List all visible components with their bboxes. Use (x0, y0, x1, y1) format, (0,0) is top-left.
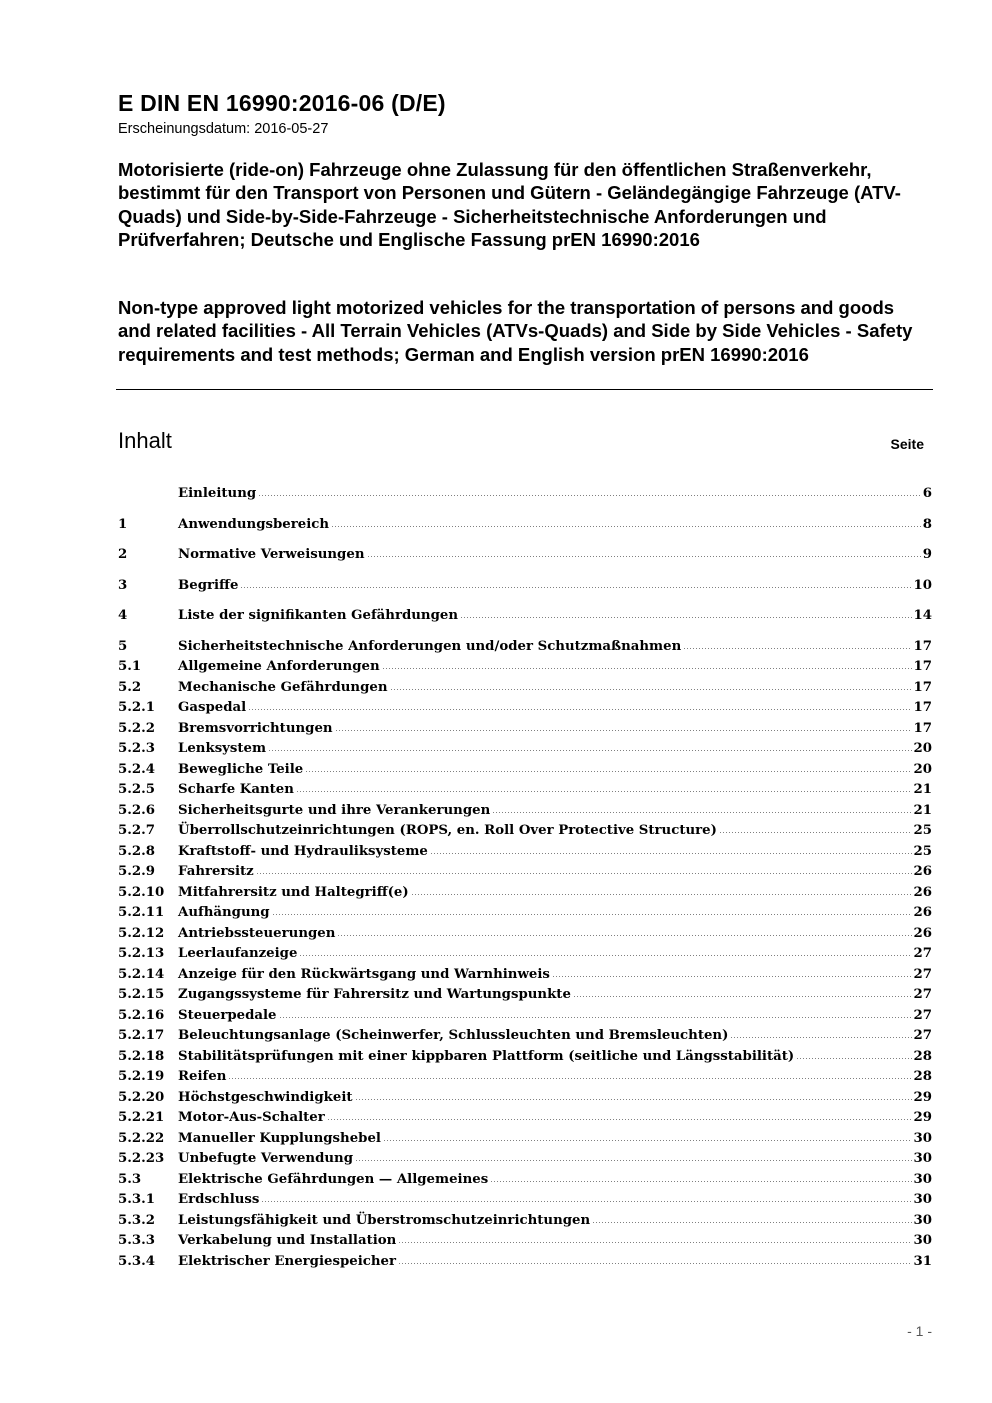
title-english: Non-type approved light motorized vehicles for the transportation of persons and goods and related facilities - All Terrain Vehicles (ATVs-Quads) and Side by Side Vehicles - Safety requirements and test methods; German and English version prEN 16990:2016 (118, 297, 913, 365)
toc-entry[interactable] (118, 801, 932, 822)
toc-entry-title: Verkabelung und Installation (178, 1233, 397, 1248)
toc-entry-page: 28 (913, 1069, 932, 1084)
toc-entry[interactable] (118, 637, 932, 658)
toc-dot-leader (228, 1068, 912, 1080)
toc-entry-title: Leistungsfähigkeit und Überstromschutzeinrichtungen (178, 1212, 591, 1228)
toc-entry-number: 5.2.6 (118, 802, 156, 818)
toc-entry-page: 27 (913, 987, 932, 1002)
toc-entry[interactable] (118, 1067, 932, 1088)
toc-entry[interactable] (118, 657, 932, 678)
toc-dot-leader (730, 1027, 912, 1039)
toc-entry-title: Allgemeine Anforderungen (178, 659, 380, 674)
toc-entry-title: Aufhängung (178, 905, 270, 920)
toc-entry-page: 26 (913, 864, 932, 879)
toc-entry-page: 30 (913, 1192, 932, 1207)
toc-dot-leader (327, 1109, 913, 1121)
toc-entry-number: 5.2.11 (118, 905, 165, 920)
toc-entry[interactable] (118, 944, 932, 965)
toc-entry-number: 5.2.7 (118, 823, 156, 838)
toc-entry-number: 5.2.19 (118, 1069, 165, 1084)
toc-entry-title: Bewegliche Teile (178, 761, 304, 777)
toc-entry-title: Scharfe Kanten (178, 782, 294, 797)
toc-entry-page: 14 (913, 608, 932, 623)
toc-entry-number: 5.2.22 (118, 1130, 165, 1146)
toc-entry-title: Sicherheitstechnische Anforderungen und/oder Schutzmaßnahmen (178, 638, 682, 654)
toc-entry[interactable] (118, 698, 932, 719)
toc-dot-leader (411, 884, 913, 896)
toc-entry-page: 27 (913, 946, 932, 961)
toc-entry-number: 5.2.15 (118, 987, 165, 1002)
toc-entry-number: 5.2.4 (118, 761, 156, 777)
toc-dot-leader (261, 1191, 912, 1203)
toc-entry-title: Motor-Aus-Schalter (178, 1110, 325, 1125)
toc-entry-title: Mechanische Gefährdungen (178, 679, 388, 695)
toc-dot-leader (430, 843, 913, 855)
toc-dot-leader (337, 925, 912, 937)
toc-entry-title: Normative Verweisungen (178, 547, 365, 562)
toc-dot-leader (335, 720, 913, 732)
toc-entry-number: 1 (118, 516, 128, 532)
header-divider (116, 389, 933, 390)
toc-entry-number: 5.2.5 (118, 782, 156, 797)
toc-dot-leader (331, 516, 922, 528)
toc-entry-title: Sicherheitsgurte und ihre Verankerungen (178, 802, 491, 818)
toc-dot-leader (258, 485, 922, 497)
toc-dot-leader (256, 863, 913, 875)
toc-entry[interactable] (118, 1006, 932, 1027)
toc-entry-number: 5.3.4 (118, 1253, 156, 1269)
toc-dot-leader (240, 577, 912, 589)
toc-entry-number: 5.2.17 (118, 1028, 165, 1043)
toc-entry[interactable] (118, 903, 932, 924)
toc-entry-page: 21 (913, 782, 932, 797)
toc-entry-title: Antriebssteuerungen (178, 925, 336, 941)
toc-entry-number: 5.2.9 (118, 864, 156, 879)
toc-entry-page: 28 (913, 1048, 932, 1064)
toc-dot-leader (279, 1007, 913, 1019)
toc-entry[interactable] (118, 924, 932, 945)
toc-entry-page: 21 (913, 802, 932, 818)
toc-entry-title: Reifen (178, 1069, 227, 1084)
toc-entry-page: 30 (913, 1151, 932, 1166)
toc-entry[interactable] (118, 1108, 932, 1129)
toc-heading: Inhalt (118, 428, 172, 453)
toc-dot-leader (296, 781, 913, 793)
toc-dot-leader (355, 1150, 912, 1162)
toc-entry-number: 5.2.23 (118, 1151, 165, 1166)
toc-entry-title: Fahrersitz (178, 864, 254, 879)
toc-entry-number: 5.2.1 (118, 700, 156, 715)
toc-entry-title: Stabilitätsprüfungen mit einer kippbaren Plattform (seitliche und Längsstabilität) (178, 1048, 795, 1064)
toc-entry-number: 5.2.3 (118, 741, 156, 756)
toc-entry-title: Begriffe (178, 577, 239, 593)
toc-entry-number: 5.2.2 (118, 720, 156, 736)
toc-entry-number: 5.2.20 (118, 1089, 165, 1105)
toc-entry-page: 17 (913, 638, 932, 654)
toc-dot-leader (367, 546, 922, 558)
toc-entry-title: Anwendungsbereich (178, 516, 330, 532)
toc-entry-page: 26 (913, 925, 932, 941)
toc-entry-number: 5.2.18 (118, 1048, 165, 1064)
toc-entry[interactable] (118, 606, 932, 627)
toc-entry-number: 5.3.3 (118, 1233, 156, 1248)
toc-entry-title: Lenksystem (178, 741, 267, 756)
toc-entry-number: 5.2.8 (118, 843, 156, 859)
toc-entry-title: Elektrischer Energiespeicher (178, 1253, 397, 1269)
toc-entry-number: 5.3 (118, 1171, 142, 1187)
toc-dot-leader (719, 822, 913, 834)
toc-dot-leader (492, 802, 912, 814)
toc-entry-page: 25 (913, 823, 932, 838)
toc-entry-page: 30 (913, 1212, 932, 1228)
toc-dot-leader (552, 966, 913, 978)
toc-entry-page: 27 (913, 1028, 932, 1043)
toc-dot-leader (382, 658, 913, 670)
toc-dot-leader (398, 1253, 912, 1265)
toc-entry[interactable] (118, 515, 932, 536)
toc-entry-page: 27 (913, 1007, 932, 1023)
toc-entry[interactable] (118, 1190, 932, 1211)
toc-entry-page: 20 (913, 761, 932, 777)
toc-entry-page: 26 (913, 905, 932, 920)
toc-entry-page: 30 (913, 1233, 932, 1248)
toc-dot-leader (299, 945, 912, 957)
toc-entry[interactable] (118, 1211, 932, 1232)
toc-entry-title: Manueller Kupplungshebel (178, 1130, 381, 1146)
toc-entry-page: 30 (913, 1171, 932, 1187)
toc-entry-page: 8 (922, 516, 932, 532)
toc-entry[interactable] (118, 678, 932, 699)
toc-entry-number: 5.2.10 (118, 884, 165, 900)
table-of-contents (118, 484, 932, 1272)
toc-entry-number: 5.3.2 (118, 1212, 156, 1228)
toc-entry-title: Elektrische Gefährdungen — Allgemeines (178, 1171, 489, 1187)
toc-entry-page: 27 (913, 966, 932, 982)
toc-entry-number: 5.2.12 (118, 925, 165, 941)
toc-dot-leader (272, 904, 913, 916)
toc-entry-number: 2 (118, 547, 128, 562)
toc-entry[interactable] (118, 739, 932, 760)
toc-entry[interactable] (118, 1026, 932, 1047)
toc-entry[interactable] (118, 842, 932, 863)
title-german: Motorisierte (ride-on) Fahrzeuge ohne Zulassung für den öffentlichen Straßenverkehr, bestimmt für den Transport von Personen und Gütern - Geländegängige Fahrzeuge (ATV-Quads) und Side-by-Side-Fahrzeuge - Sicherheitstechnische Anforderungen und Prüfverfahren; Deutsche und Englische Fassung prEN 16990:2016 (118, 159, 901, 250)
toc-entry[interactable] (118, 719, 932, 740)
toc-entry-number: 3 (118, 577, 128, 593)
toc-entry-title: Kraftstoff- und Hydrauliksysteme (178, 843, 428, 859)
toc-entry-number: 5.1 (118, 659, 142, 674)
toc-entry-page: 9 (922, 547, 932, 562)
toc-entry-page: 25 (913, 843, 932, 859)
toc-entry-title: Liste der signifikanten Gefährdungen (178, 608, 459, 623)
toc-entry-page: 17 (913, 720, 932, 736)
toc-entry[interactable] (118, 1088, 932, 1109)
toc-entry-title: Überrollschutzeinrichtungen (ROPS, en. Roll Over Protective Structure) (178, 823, 717, 838)
toc-entry-title: Beleuchtungsanlage (Scheinwerfer, Schlussleuchten und Bremsleuchten) (178, 1028, 729, 1043)
toc-entry[interactable] (118, 862, 932, 883)
toc-entry-page: 6 (922, 486, 932, 501)
toc-entry-title: Anzeige für den Rückwärtsgang und Warnhinweis (178, 966, 550, 982)
toc-entry[interactable] (118, 985, 932, 1006)
toc-dot-leader (796, 1048, 912, 1060)
toc-entry-title: Mitfahrersitz und Haltegriff(e) (178, 884, 409, 900)
toc-entry[interactable] (118, 1170, 932, 1191)
toc-entry-number: 5.2.13 (118, 946, 165, 961)
toc-entry[interactable] (118, 1231, 932, 1252)
toc-entry[interactable] (118, 576, 932, 597)
toc-entry-title: Steuerpedale (178, 1007, 277, 1023)
toc-entry-page: 29 (913, 1089, 932, 1105)
toc-entry[interactable] (118, 1149, 932, 1170)
toc-entry-number: 5.3.1 (118, 1192, 156, 1207)
toc-entry-title: Höchstgeschwindigkeit (178, 1089, 353, 1105)
toc-dot-leader (248, 699, 912, 711)
toc-dot-leader (460, 607, 912, 619)
toc-entry[interactable] (118, 1047, 932, 1068)
toc-dot-leader (355, 1089, 913, 1101)
page-number: - 1 - (907, 1323, 932, 1339)
toc-entry-title: Einleitung (178, 486, 257, 501)
toc-entry[interactable] (118, 760, 932, 781)
toc-dot-leader (573, 986, 913, 998)
toc-entry[interactable] (118, 883, 932, 904)
toc-entry-number: 5 (118, 638, 128, 654)
publication-date: Erscheinungsdatum: 2016-05-27 (118, 121, 329, 137)
toc-entry-page: 29 (913, 1110, 932, 1125)
toc-entry-number: 5.2.21 (118, 1110, 165, 1125)
toc-dot-leader (390, 679, 913, 691)
toc-entry[interactable] (118, 484, 932, 505)
toc-entry[interactable] (118, 1129, 932, 1150)
toc-entry-number: 4 (118, 608, 128, 623)
toc-entry[interactable] (118, 821, 932, 842)
toc-entry-page: 31 (913, 1253, 932, 1269)
toc-dot-leader (383, 1130, 913, 1142)
toc-entry-title: Zugangssysteme für Fahrersitz und Wartungspunkte (178, 987, 571, 1002)
toc-dot-leader (398, 1232, 912, 1244)
toc-entry-title: Erdschluss (178, 1192, 260, 1207)
toc-entry-page: 10 (913, 577, 932, 593)
toc-entry-title: Bremsvorrichtungen (178, 720, 333, 736)
toc-entry-page: 17 (913, 700, 932, 715)
toc-entry-page: 30 (913, 1130, 932, 1146)
toc-entry[interactable] (118, 965, 932, 986)
toc-page-column-label: Seite (890, 436, 924, 452)
toc-entry-number: 5.2.14 (118, 966, 165, 982)
toc-entry-number: 5.2.16 (118, 1007, 165, 1023)
toc-dot-leader (683, 638, 912, 650)
toc-entry-page: 17 (913, 659, 932, 674)
toc-dot-leader (592, 1212, 912, 1224)
toc-entry-page: 17 (913, 679, 932, 695)
toc-dot-leader (268, 740, 912, 752)
toc-entry-page: 26 (913, 884, 932, 900)
toc-entry[interactable] (118, 545, 932, 566)
toc-entry-title: Gaspedal (178, 700, 247, 715)
toc-dot-leader (490, 1171, 912, 1183)
document-id: E DIN EN 16990:2016-06 (D/E) (118, 90, 446, 116)
toc-entry-title: Leerlaufanzeige (178, 946, 298, 961)
toc-entry-page: 20 (913, 741, 932, 756)
toc-dot-leader (305, 761, 912, 773)
toc-entry-number: 5.2 (118, 679, 142, 695)
toc-entry[interactable] (118, 780, 932, 801)
toc-entry-title: Unbefugte Verwendung (178, 1151, 354, 1166)
toc-entry[interactable] (118, 1252, 932, 1273)
